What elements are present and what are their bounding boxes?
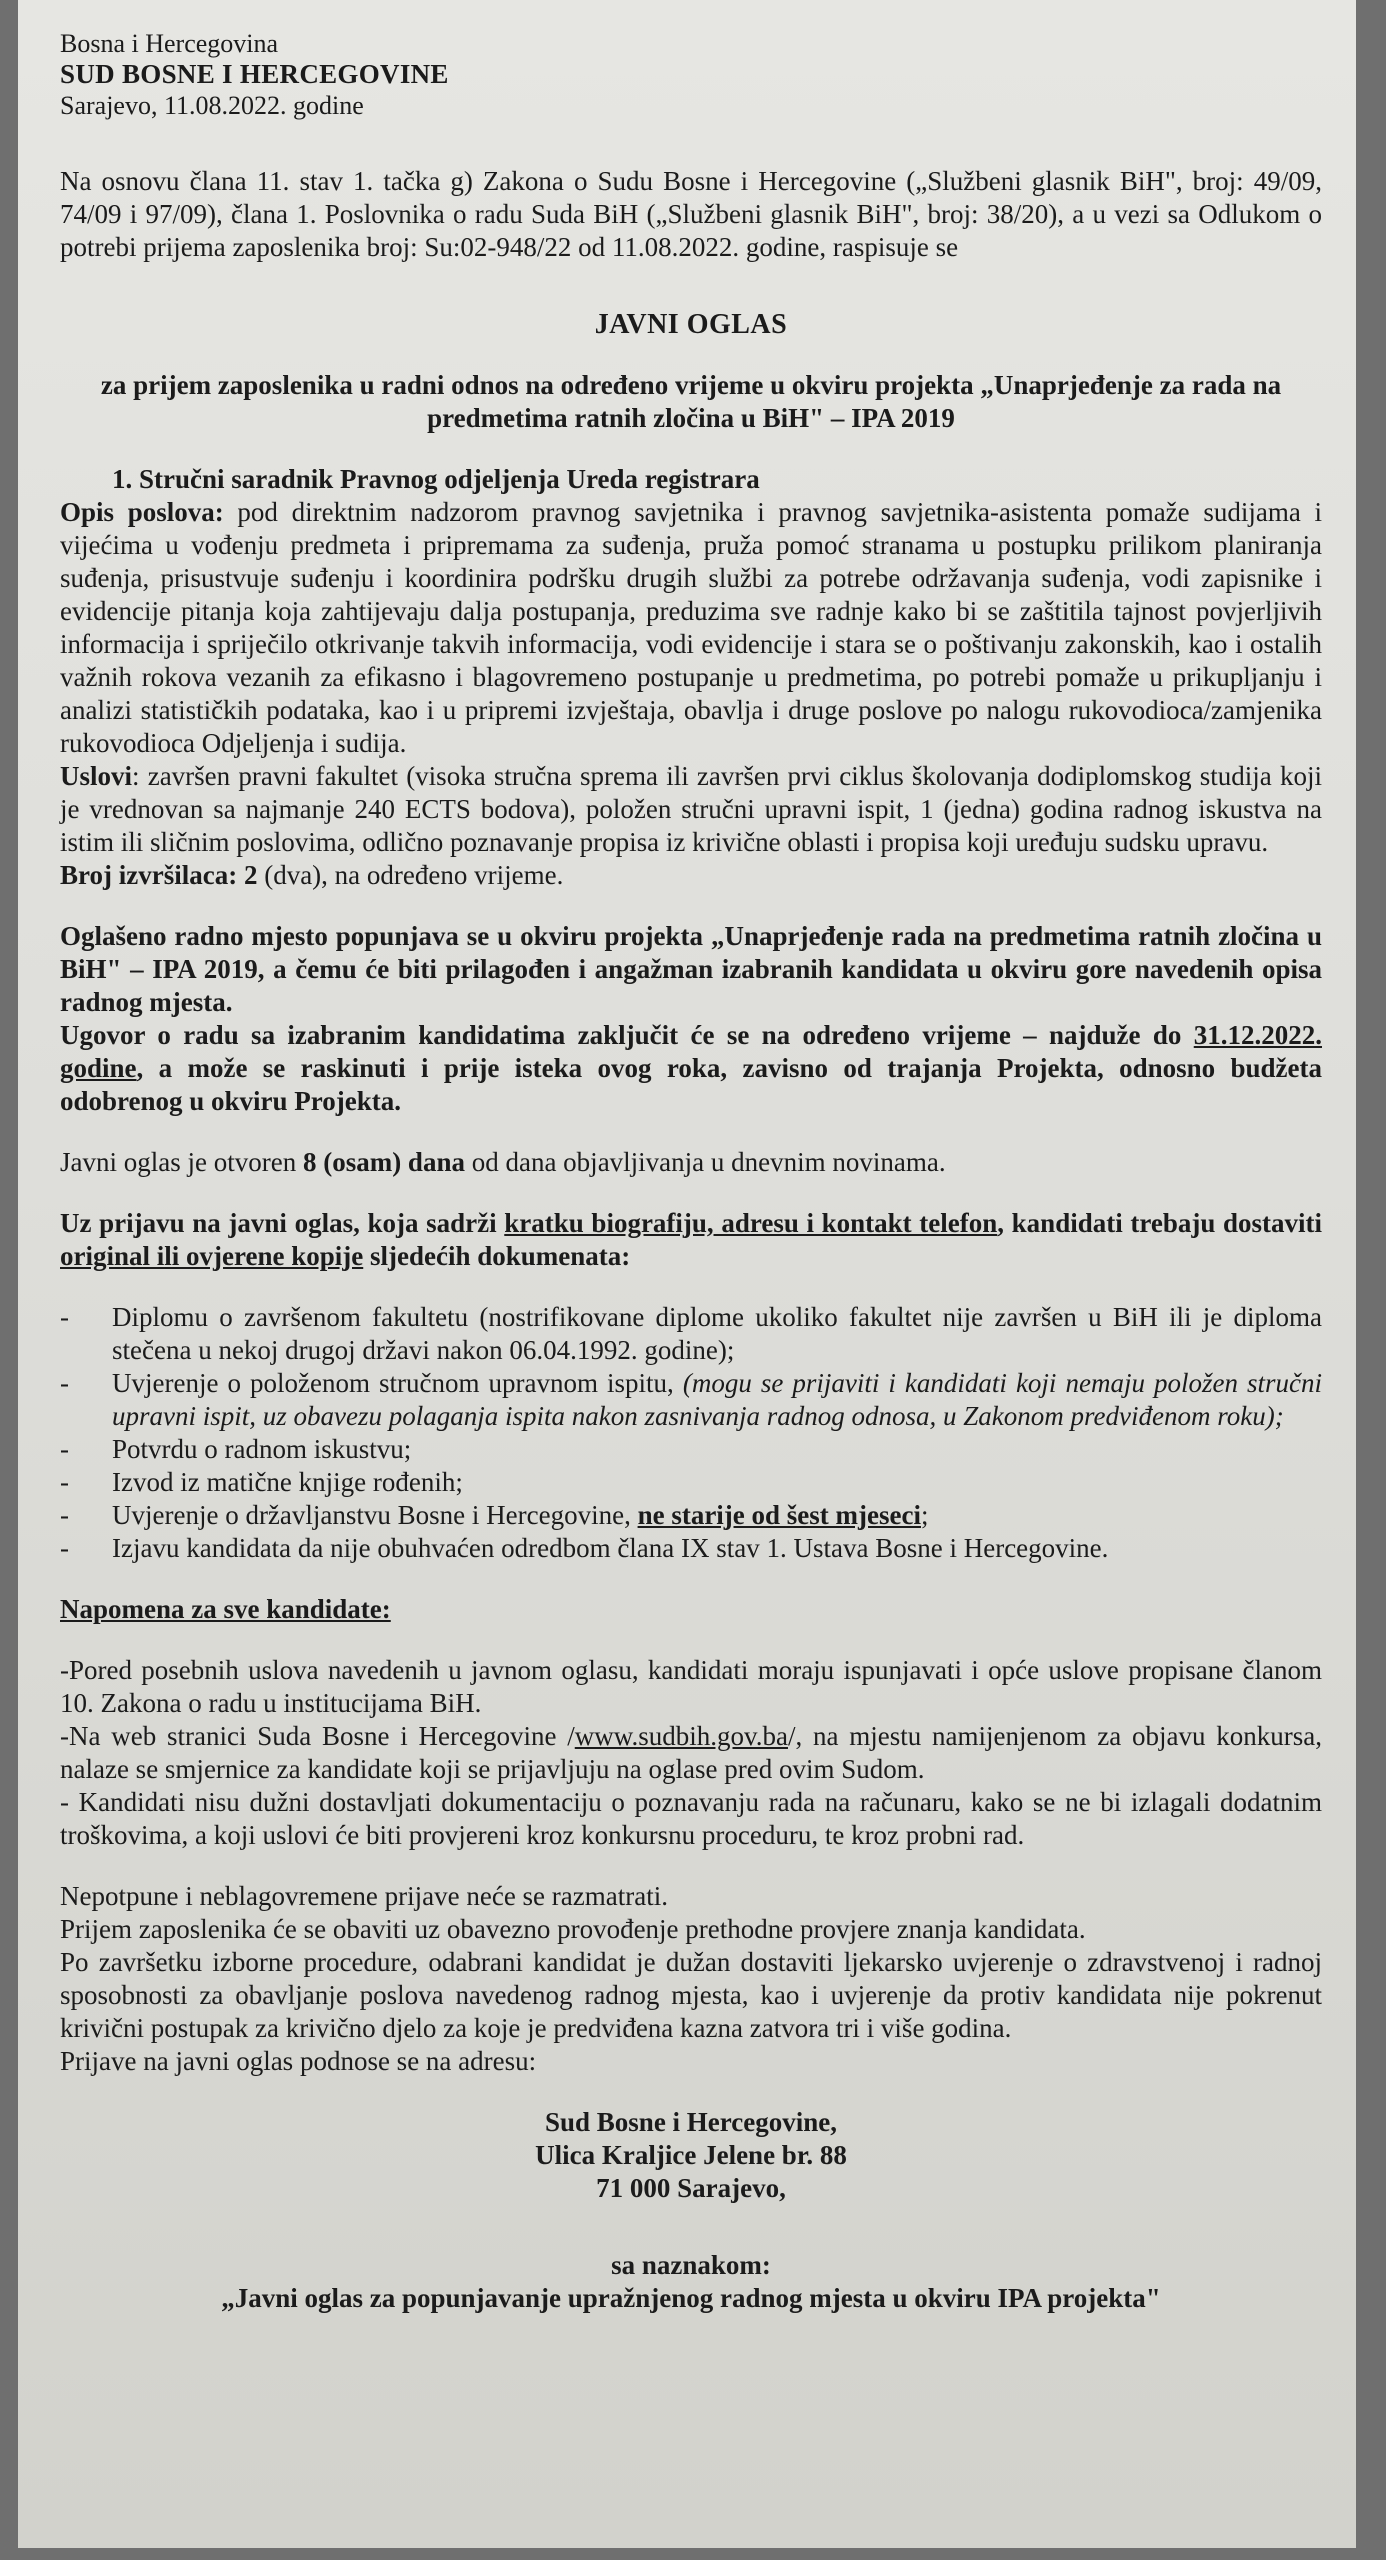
note-general-conditions: -Pored posebnih uslova navedenih u javnom oglasu, kandidati moraju ispunjavati i opće uslove propisane članom 10. Zakona o radu u institucijama BiH. [60,1655,1322,1718]
executor-count [60,859,1322,892]
document-exam-certificate: Uvjerenje o položenom stručnom upravnom ispitu, [112,1368,683,1398]
address-line-1: Sud Bosne i Hercegovine, [544,2107,838,2137]
job-conditions-text: : završen pravni fakultet (visoka stručna sprema ili završen prvi ciklus školovanja dodiplomskog studija koji je vrednovan sa najmanje 240 ECTS bodova), položen stručni upravni ispit, 1 (jedna) godina radnog iskustva na istim ili sličnim poslovima, odlično poznavanje propisa iz krivične oblasti i propisa koji uređuju sudsku upravu. [60,761,1322,857]
contract-paragraph [60,1019,1322,1118]
announcement-title: JAVNI OGLAS [594,309,788,340]
contract-end-date: 31.12.2022. godine [60,1020,1322,1083]
project-paragraph: Oglašeno radno mjesto popunjava se u okviru projekta „Unaprjeđenje rada na predmetima ratnih zločina u BiH" – IPA 2019, a čemu će biti prilagođen i angažman izabranih kandidata u okviru gore navedenih opisa radnog mjesta. [60,921,1322,1017]
closing-knowledge-check: Prijem zaposlenika će se obaviti uz obavezno provođenje prethodne provjere znanja kandidata. [60,1914,1086,1944]
job-conditions-label: Uslovi [60,761,133,791]
position-title: 1. Stručni saradnik Pravnog odjeljenja Ureda registrara [112,464,760,494]
document-exam-note: (mogu se prijaviti i kandidati koji nemaju položen stručni upravni ispit, uz obavezu polaganja ispita nakon zasnivanja radnog odnosa, u Zakonom predviđenom roku); [112,1368,1323,1431]
contract-text-after: , a može se raskinuti i prije isteka ovog roka, zavisno od trajanja Projekta, odnosno budžeta odobrenog u okviru Projekta. [60,1053,1322,1116]
document-statement: Izjavu kandidata da nije obuhvaćen odredbom člana IX stav 1. Ustava Bosne i Hercegovine. [112,1533,1109,1563]
header-date: Sarajevo, 11.08.2022. godine [60,91,364,120]
list-item: - Potvrdu o radnom iskustvu; [60,1434,412,1464]
list-item: - Izjavu kandidata da nije obuhvaćen odredbom člana IX stav 1. Ustava Bosne i Hercegovine. [60,1533,1109,1563]
announcement-subtitle: za prijem zaposlenika u radni odnos na određeno vrijeme u okviru projekta „Unaprjeđenje za rada na predmetima ratnih zločina u BiH" – IPA 2019 [100,370,1282,433]
header-country: Bosna i Hercegovina [60,29,279,58]
apply-original-copies: original ili ovjerene kopije [60,1241,364,1271]
address-line-3: 71 000 Sarajevo, [596,2173,786,2203]
note-heading: Napomena za sve kandidate: [60,1594,391,1624]
job-description-label: Opis poslova: [60,497,224,527]
header-court: SUD BOSNE I HERCEGOVINE [60,59,449,89]
closing-medical: Po završetku izborne procedure, odabrani kandidat je dužan dostaviti ljekarsko uvjerenje o zdravstvenoj i radnoj sposobnosti za obavljanje poslova navedenog radnog mjesta, kao i uvjerenje da protiv kandidata nije pokrenut krivični postupak za krivično djelo za koje je predviđena kazna zatvora tri i više godina. [60,1947,1322,2043]
apply-part1: Uz prijavu na javni oglas, koja sadrži [60,1208,505,1238]
executor-count-value: 2 [243,860,258,890]
open-text-before: Javni oglas je otvoren [60,1147,303,1177]
contract-text-before: Ugovor o radu sa izabranim kandidatima zaključit će se na određeno vrijeme – najduže do [60,1020,1194,1050]
address-line-2: Ulica Kraljice Jelene br. 88 [535,2140,847,2170]
executor-count-text: (dva), na određeno vrijeme. [257,860,564,890]
list-item: - Diplomu o završenom fakultetu (nostrifikovane diplome ukoliko fakultet nije završen u BiH ili je diploma stečena u nekoj drugoj državi nakon 06.04.1992. godine); [60,1302,1322,1365]
apply-part2: , kandidati trebaju dostaviti [997,1208,1322,1238]
apply-part3: sljedećih dokumenata: [363,1241,631,1271]
newspaper-page [18,0,1356,2548]
document-header [60,28,1322,121]
open-period-paragraph [60,1146,1322,1179]
open-text-after: od dana objavljivanja u dnevnim novinama. [464,1147,946,1177]
document-work-experience: Potvrdu o radnom iskustvu; [112,1434,412,1464]
required-documents-list [60,1301,1322,1565]
list-item: - Izvod iz matične knjige rođenih; [60,1467,463,1497]
marking-label: sa naznakom: [611,2250,771,2280]
job-conditions [60,760,1322,859]
list-item: - Uvjerenje o državljanstvu Bosne i Hercegovine, ne starije od šest mjeseci; [60,1500,929,1530]
open-days: 8 (osam) dana [302,1147,465,1177]
announcement [60,28,1322,2315]
job-description [60,496,1322,760]
document-birth-certificate: Izvod iz matične knjige rođenih; [112,1467,463,1497]
document-citizenship-validity: ne starije od šest mjeseci [637,1500,921,1530]
document-citizenship: Uvjerenje o državljanstvu Bosne i Hercegovine, [112,1500,638,1530]
closing-address-intro: Prijave na javni oglas podnose se na adresu: [60,2046,537,2076]
apply-required-items: kratku biografiju, adresu i kontakt telefon [504,1208,998,1238]
note-website: -Na web stranici Suda Bosne i Hercegovine /www.sudbih.gov.ba/, na mjestu namijenjenom za objavu konkursa, nalaze se smjernice za kandidate koji se prijavljuju na oglase pred ovim Sudom. [60,1721,1322,1784]
list-item: - Uvjerenje o položenom stručnom upravnom ispitu, (mogu se prijaviti i kandidati koji nemaju položen stručni upravni ispit, uz obavezu polaganja ispita nakon zasnivanja radnog odnosa, u Zakonom predviđenom roku); [60,1368,1323,1431]
closing-incomplete: Nepotpune i neblagovremene prijave neće se razmatrati. [60,1881,668,1911]
website-link[interactable]: www.sudbih.gov.ba [574,1721,788,1751]
intro-paragraph: Na osnovu člana 11. stav 1. tačka g) Zakona o Sudu Bosne i Hercegovine („Službeni glasnik BiH", broj: 49/09, 74/09 i 97/09), člana 1. Poslovnika o radu Suda BiH („Službeni glasnik BiH", broj: 38/20), a u vezi sa Odlukom o potrebi prijema zaposlenika broj: Su:02-948/22 od 11.08.2022. godine, raspisuje se [60,166,1322,262]
job-description-text: pod direktnim nadzorom pravnog savjetnika i pravnog savjetnika-asistenta pomaže sudijama i vijećima u vođenju predmeta i pripremama za suđenja, pruža pomoć stranama u postupku prilikom planiranja suđenja, prisustvuje suđenju i koordinira podršku drugih službi za potrebe održavanja suđenja, vodi zapisnike i evidencije pitanja koja zahtijevaju dalja postupanja, preduzima sve radnje kako bi se zaštitila tajnost povjerljivih informacija i spriječilo otkrivanje takvih informacija, vodi evidencije i stara se o poštivanju zakonskih, kao i ostalih važnih rokova vezanih za efikasno i blagovremeno postupanje u predmetima, po potrebi pomaže u prikupljanju i analizi statističkih podataka, kao i u pripremi izvještaja, obavlja i druge poslove po nalogu rukovodioca/zamjenika rukovodioca Odjeljenja i sudija. [60,497,1322,758]
marking-text: „Javni oglas za popunjavanje upražnjenog radnog mjesta u okviru IPA projekta" [221,2283,1161,2313]
application-paragraph [60,1207,1322,1273]
note-computer-skills: - Kandidati nisu dužni dostavljati dokumentaciju o poznavanju rada na računaru, kako se ne bi izlagali dodatnim troškovima, a koji uslovi će biti provjereni kroz konkursnu proceduru, te kroz probni rad. [60,1787,1322,1850]
document-diploma: Diplomu o završenom fakultetu (nostrifikovane diplome ukoliko fakultet nije završen u BiH ili je diploma stečena u nekoj drugoj državi nakon 06.04.1992. godine); [112,1302,1322,1365]
court-address [60,2106,1322,2205]
executor-count-label: Broj izvršilaca: [60,860,238,890]
